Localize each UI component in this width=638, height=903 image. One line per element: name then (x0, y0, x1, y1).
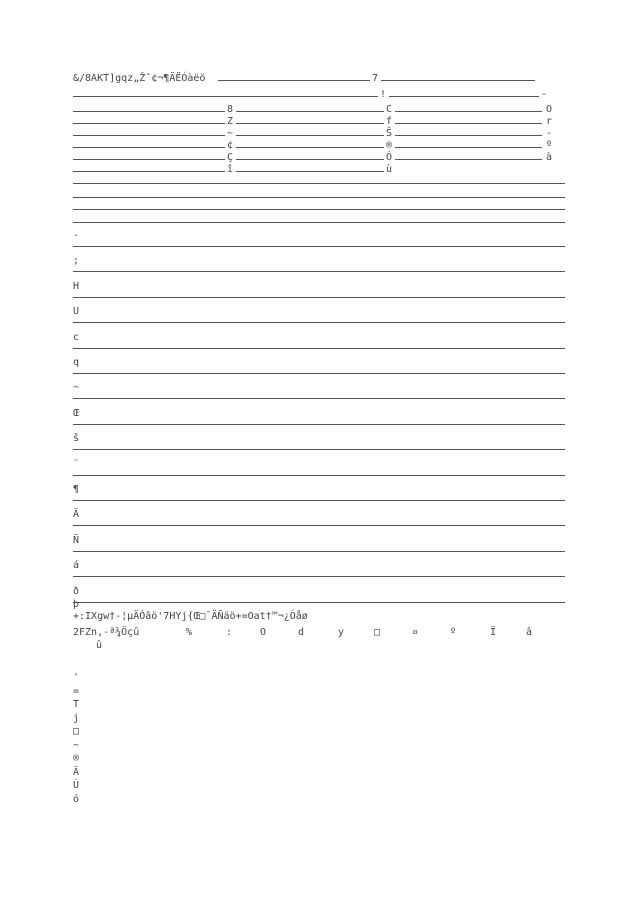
grid-rule-mid (236, 159, 384, 160)
grid-right-marker: ù (386, 164, 393, 175)
row-rule (73, 500, 565, 501)
header2-marker: ! (380, 89, 387, 100)
header-rule-a (218, 80, 370, 81)
grid-mid-marker: î (227, 164, 234, 175)
footer-col-value: Ï (490, 627, 497, 638)
footer-col-value: □ (374, 627, 381, 638)
bottom-list-item: T (73, 699, 80, 710)
row-label: U (73, 306, 80, 318)
footer-col-value: O (260, 627, 267, 638)
row-rule (73, 271, 565, 272)
footer-col-value: y (338, 627, 345, 638)
bottom-list-item: Ú (73, 780, 80, 791)
full-rule (73, 183, 565, 184)
footer-col-value: d (298, 627, 305, 638)
header2-rule-a (73, 96, 378, 97)
row-label: ð (73, 585, 80, 597)
grid-rule-right (395, 111, 542, 112)
grid-rule-right (395, 159, 542, 160)
row-rule (73, 576, 565, 577)
row-label: c (73, 331, 80, 343)
bottom-list-item: □ (73, 726, 80, 737)
grid-rule-left (73, 135, 225, 136)
grid-rule-mid (236, 135, 384, 136)
grid-right-marker: Š (386, 128, 393, 139)
grid-mid-marker: Ç (227, 152, 234, 163)
row-label: q (73, 357, 80, 368)
footer-line3: û (96, 640, 103, 651)
row-rule (73, 348, 565, 349)
bottom-list-item: ' (73, 672, 80, 683)
row-rule (73, 602, 565, 603)
grid-rule-left (73, 159, 225, 160)
bottom-list-item: = (73, 685, 80, 697)
grid-right-marker: ® (386, 140, 393, 151)
footer-col-value: ¤ (412, 627, 419, 638)
row-label: ¨ (73, 458, 80, 470)
row-label: á (73, 560, 80, 572)
footer-col-value: : (226, 627, 233, 638)
row-label: ~ (73, 382, 80, 394)
grid-end-marker: à (546, 152, 553, 163)
row-label: ; (73, 255, 80, 267)
header-rule-b (381, 80, 535, 81)
grid-rule-left (73, 111, 225, 112)
grid-right-marker: f (386, 116, 393, 127)
footer-col-value: % (186, 627, 193, 638)
row-rule (73, 475, 565, 476)
grid-mid-marker: 8 (227, 104, 234, 115)
row-rule (73, 297, 565, 298)
bottom-list-item: ó (73, 793, 80, 805)
grid-rule-right (395, 147, 542, 148)
full-rule (73, 222, 565, 223)
grid-end-marker: r (546, 116, 553, 127)
row-label: ¶ (73, 484, 80, 495)
grid-rule-right (395, 135, 542, 136)
full-rule (73, 209, 565, 210)
grid-mid-marker: ¢ (227, 140, 234, 151)
row-rule (73, 525, 565, 526)
grid-mid-marker: Z (227, 116, 234, 127)
grid-rule-mid (236, 123, 384, 124)
row-label: Ñ (73, 534, 80, 546)
footer-line2-start: 2FZn,-ª¾Öçû (73, 627, 140, 638)
footer-col-value: º (450, 627, 457, 638)
row-label: H (73, 280, 80, 292)
grid-mid-marker: ~ (227, 128, 234, 139)
header2-end: - (541, 89, 548, 100)
footer-col-value: â (526, 627, 533, 638)
grid-end-marker: º (546, 140, 553, 151)
grid-rule-left (73, 123, 225, 124)
bottom-list-item: ~ (73, 739, 80, 751)
bottom-list-item: ® (73, 753, 80, 764)
header-marker: 7 (372, 73, 379, 84)
row-label: š (73, 433, 80, 445)
grid-right-marker: C (386, 104, 393, 115)
row-rule (73, 449, 565, 450)
row-rule (73, 246, 565, 247)
row-label: Ä (73, 509, 80, 521)
row-rule (73, 322, 565, 323)
footer-line1: +:IXgw†-¦µÄÓâö'7HYj{Œ□¯ÄÑäö+=Oat†™¬¿Óåø (73, 611, 308, 622)
row-rule (73, 551, 565, 552)
grid-rule-left (73, 171, 225, 172)
row-rule (73, 398, 565, 399)
row-label: Œ (73, 407, 80, 419)
header-text: &/8AKT]gqz„Žˆ¢¬¶ÄËÓàëö (73, 73, 206, 84)
grid-end-marker: - (546, 128, 553, 139)
header2-rule-b (389, 96, 539, 97)
footer-thorn: þ (73, 599, 80, 610)
grid-rule-right (395, 123, 542, 124)
grid-rule-mid (236, 171, 384, 172)
row-label: - (73, 230, 80, 241)
grid-rule-left (73, 147, 225, 148)
grid-rule-mid (236, 111, 384, 112)
grid-rule-mid (236, 147, 384, 148)
full-rule (73, 197, 565, 198)
bottom-list-item: j (73, 712, 80, 724)
row-rule (73, 424, 565, 425)
grid-end-marker: O (546, 104, 553, 115)
bottom-list-item: Ä (73, 766, 80, 778)
grid-right-marker: Ó (386, 152, 393, 163)
row-rule (73, 373, 565, 374)
